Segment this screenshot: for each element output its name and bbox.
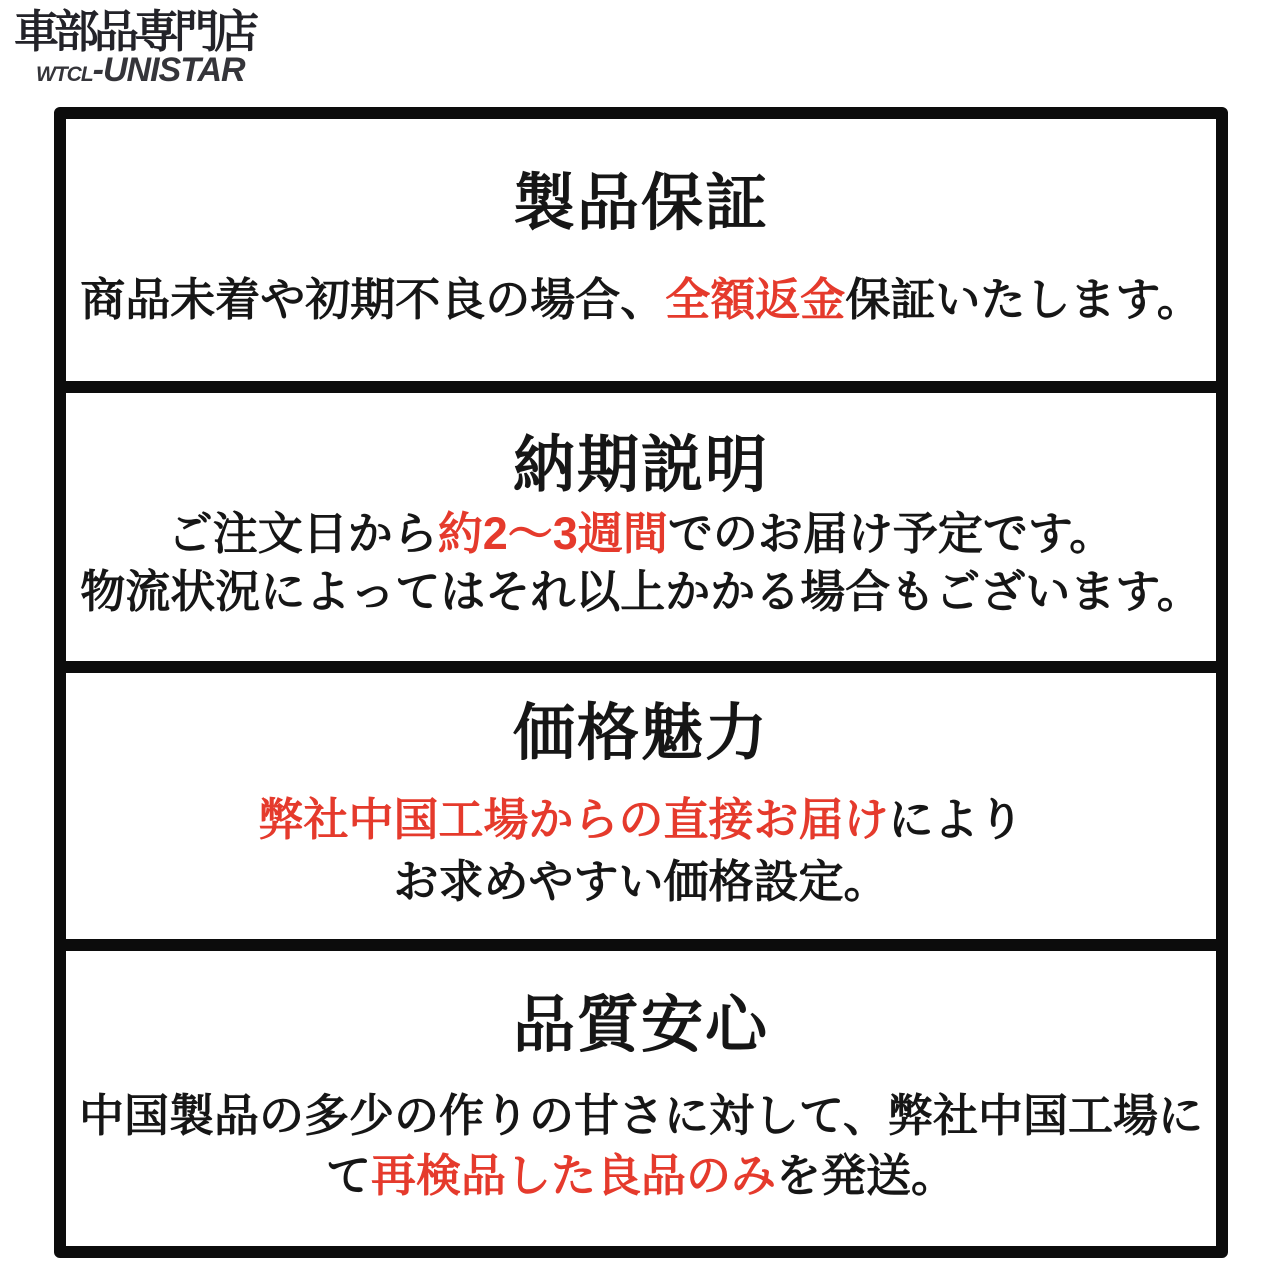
price-text-line1 — [258, 791, 1023, 849]
quality-text-line2 — [326, 1147, 956, 1205]
section-quality-assurance — [54, 939, 1228, 1258]
delivery-text-line2 — [80, 563, 1201, 621]
delivery-line1-post: でのお届け予定です。 — [667, 508, 1115, 559]
quality-line2-post: を発送。 — [776, 1149, 957, 1201]
warranty-text-pre: 商品未着や初期不良の場合、 — [80, 274, 666, 325]
store-name: 車部品専門店 — [14, 6, 255, 57]
delivery-text-line1 — [168, 505, 1114, 563]
brand-suffix: -UNISTAR — [92, 51, 245, 90]
warranty-text-highlight: 全額返金 — [665, 274, 846, 325]
section-title-delivery-info: 納期説明 — [512, 431, 769, 500]
quality-line2-pre: て — [325, 1149, 371, 1201]
delivery-line1-highlight: 約2〜3週間 — [437, 508, 668, 559]
warranty-text — [80, 271, 1201, 329]
section-product-warranty — [54, 107, 1228, 393]
brand-prefix: WTCL — [36, 63, 93, 87]
quality-line2-highlight: 再検品した良品のみ — [370, 1149, 776, 1201]
price-line1-post: により — [888, 794, 1024, 845]
section-title-product-warranty: 製品保証 — [512, 169, 769, 238]
section-price-appeal — [54, 661, 1228, 951]
price-text-line2 — [393, 853, 888, 911]
price-line2-text: お求めやすい価格設定。 — [393, 856, 889, 907]
brand-name — [36, 51, 1280, 90]
delivery-line1-pre: ご注文日から — [167, 508, 438, 559]
section-delivery-info — [54, 381, 1228, 673]
quality-text-line1 — [79, 1087, 1203, 1145]
section-title-price-appeal: 価格魅力 — [512, 699, 769, 768]
quality-line1-text: 中国製品の多少の作りの甘さに対して、弊社中国工場に — [78, 1089, 1204, 1141]
price-line1-highlight: 弊社中国工場からの直接お届け — [258, 794, 889, 845]
warranty-text-post: 保証いたします。 — [845, 274, 1202, 325]
section-title-quality-assurance: 品質安心 — [512, 990, 769, 1060]
delivery-line2-text: 物流状況によってはそれ以上かかる場合もございます。 — [80, 566, 1202, 617]
store-logo — [0, 0, 1280, 90]
info-sections — [54, 107, 1228, 1258]
